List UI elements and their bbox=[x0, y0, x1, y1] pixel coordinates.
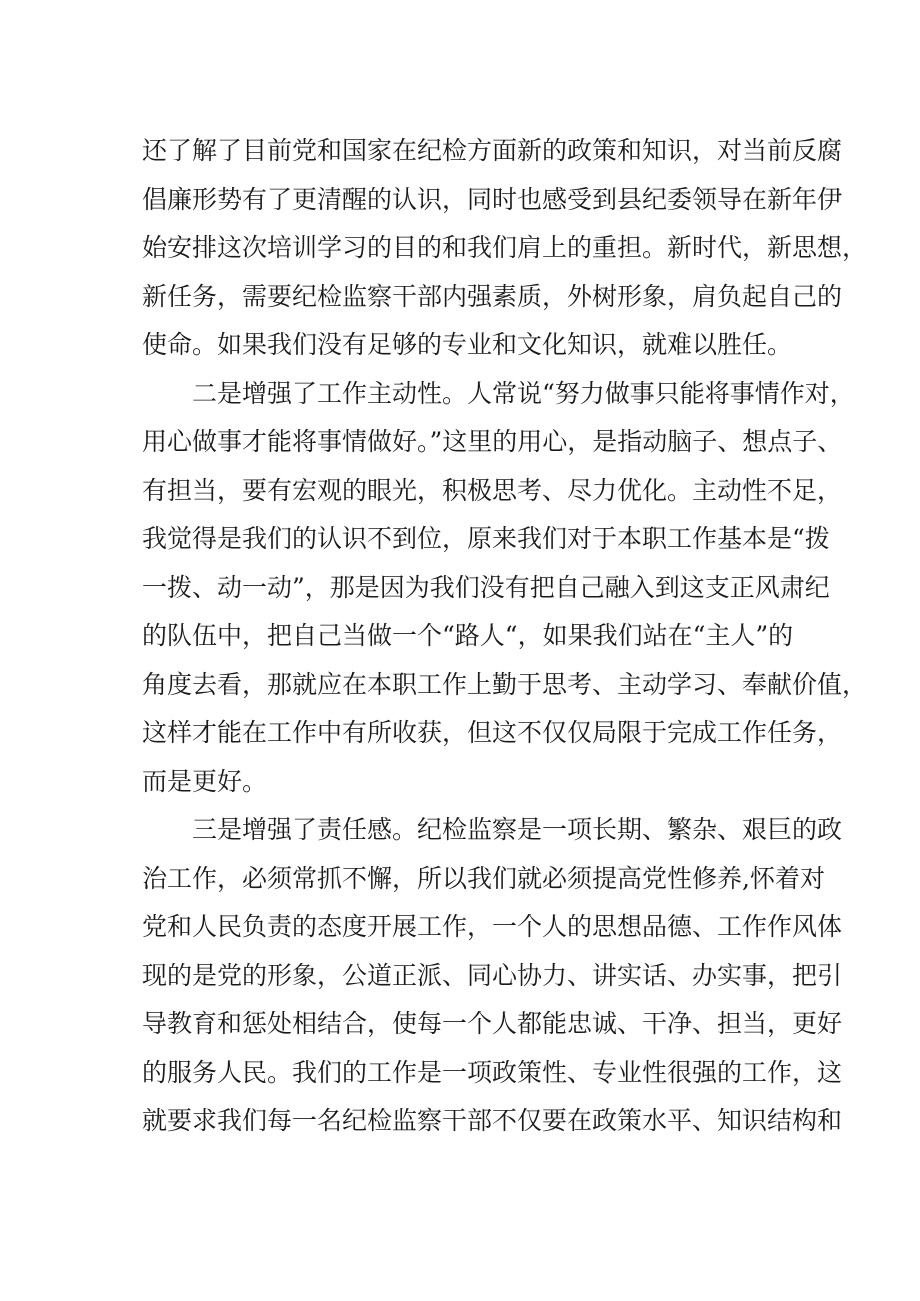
text-line: 有担当，要有宏观的眼光，积极思考、尽力优化。主动性不足， bbox=[142, 475, 843, 505]
text-line: 倡廉形势有了更清醒的认识，同时也感受到县纪委领导在新年伊 bbox=[142, 184, 843, 214]
text-line: 我觉得是我们的认识不到位，原来我们对于本职工作基本是“拨 bbox=[142, 524, 830, 553]
paragraph-3 bbox=[142, 806, 843, 1146]
text-line: 治工作，必须常抓不懈，所以我们就必须提高党性修养,怀着对 bbox=[142, 863, 825, 893]
text-line: 的队伍中，把自己当做一个“路人“，如果我们站在“主人”的 bbox=[142, 621, 794, 650]
text-line: 新任务，需要纪检监察干部内强素质，外树形象，肩负起自己的 bbox=[142, 281, 843, 311]
paragraph-2 bbox=[142, 370, 868, 807]
text-line: 用心做事才能将事情做好。”这里的用心，是指动脑子、想点子、 bbox=[142, 427, 843, 456]
text-line: 一拨、动一动”，那是因为我们没有把自己融入到这支正风肃纪 bbox=[142, 572, 830, 602]
text-line: 二是增强了工作主动性。人常说“努力做事只能将事情作对， bbox=[192, 378, 855, 408]
text-line: 的服务人民。我们的工作是一项政策性、专业性很强的工作，这 bbox=[142, 1057, 843, 1087]
document-body bbox=[142, 127, 868, 1146]
text-line: 现的是党的形象，公道正派、同心协力、讲实话、办实事，把引 bbox=[142, 960, 843, 990]
text-line: 这样才能在工作中有所收获，但这不仅仅局限于完成工作任务， bbox=[142, 718, 843, 747]
text-line: 角度去看，那就应在本职工作上勤于思考、主动学习、奉献价值， bbox=[142, 669, 868, 699]
text-line: 还了解了目前党和国家在纪检方面新的政策和知识，对当前反腐 bbox=[142, 136, 843, 165]
text-line: 始安排这次培训学习的目的和我们肩上的重担。新时代，新思想， bbox=[142, 233, 868, 262]
text-line: 三是增强了责任感。纪检监察是一项长期、繁杂、艰巨的政 bbox=[192, 815, 843, 844]
text-line: 党和人民负责的态度开展工作，一个人的思想品德、工作作风体 bbox=[142, 912, 843, 941]
text-line: 而是更好。 bbox=[142, 766, 268, 796]
text-line: 使命。如果我们没有足够的专业和文化知识，就难以胜任。 bbox=[142, 330, 793, 359]
paragraph-1 bbox=[142, 127, 868, 370]
text-line: 就要求我们每一名纪检监察干部不仅要在政策水平、知识结构和 bbox=[142, 1106, 843, 1135]
text-line: 导教育和惩处相结合，使每一个人都能忠诚、干净、担当，更好 bbox=[142, 1009, 843, 1038]
